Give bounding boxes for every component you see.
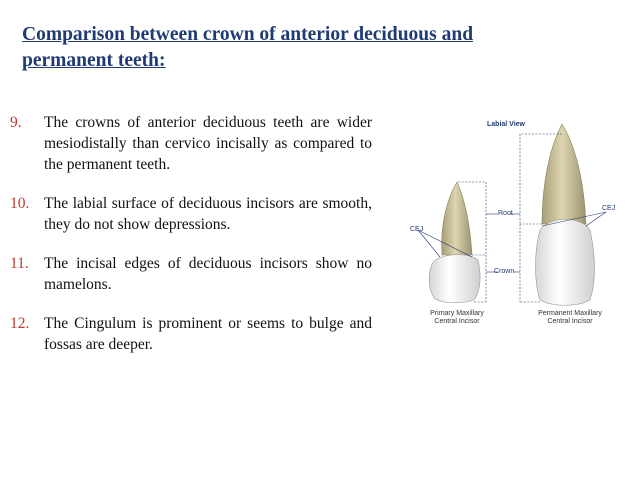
cej-label-primary: CEJ <box>410 226 424 233</box>
caption-line: Permanent Maxillary <box>538 310 602 317</box>
root-label: Root <box>498 210 513 217</box>
item-number: 10. <box>10 195 30 212</box>
cej-label-permanent: CEJ <box>602 205 616 212</box>
caption-line: Central Incisor <box>547 318 593 325</box>
crown-label: Crown <box>494 268 515 275</box>
primary-caption <box>422 310 492 326</box>
list-item <box>10 112 372 175</box>
teeth-comparison-figure <box>390 112 630 342</box>
item-text: The Cingulum is prominent or seems to bulge and fossas are deeper. <box>44 315 372 353</box>
teeth-illustration <box>390 112 630 342</box>
permanent-caption <box>530 310 610 326</box>
list-item <box>10 253 372 295</box>
view-label: Labial View <box>487 121 525 128</box>
item-number: 11. <box>10 255 29 272</box>
permanent-crown <box>536 220 595 306</box>
item-text: The incisal edges of deciduous incisors show no mamelons. <box>44 255 372 293</box>
item-number: 12. <box>10 315 30 332</box>
item-text: The labial surface of deciduous incisors are smooth, they do not show depressions. <box>44 195 372 233</box>
caption-line: Central Incisor <box>434 318 480 325</box>
primary-crown <box>429 255 480 303</box>
item-number: 9. <box>10 114 22 131</box>
caption-line: Primary Maxillary <box>430 310 484 317</box>
item-text: The crowns of anterior deciduous teeth are wider mesiodistally than cervico incisally as compared to the permanent teeth. <box>44 114 372 173</box>
slide-title: Comparison between crown of anterior deciduous and permanent teeth: <box>22 24 474 71</box>
comparison-list <box>10 112 372 373</box>
list-item <box>10 313 372 355</box>
list-item <box>10 193 372 235</box>
permanent-root <box>542 124 586 224</box>
